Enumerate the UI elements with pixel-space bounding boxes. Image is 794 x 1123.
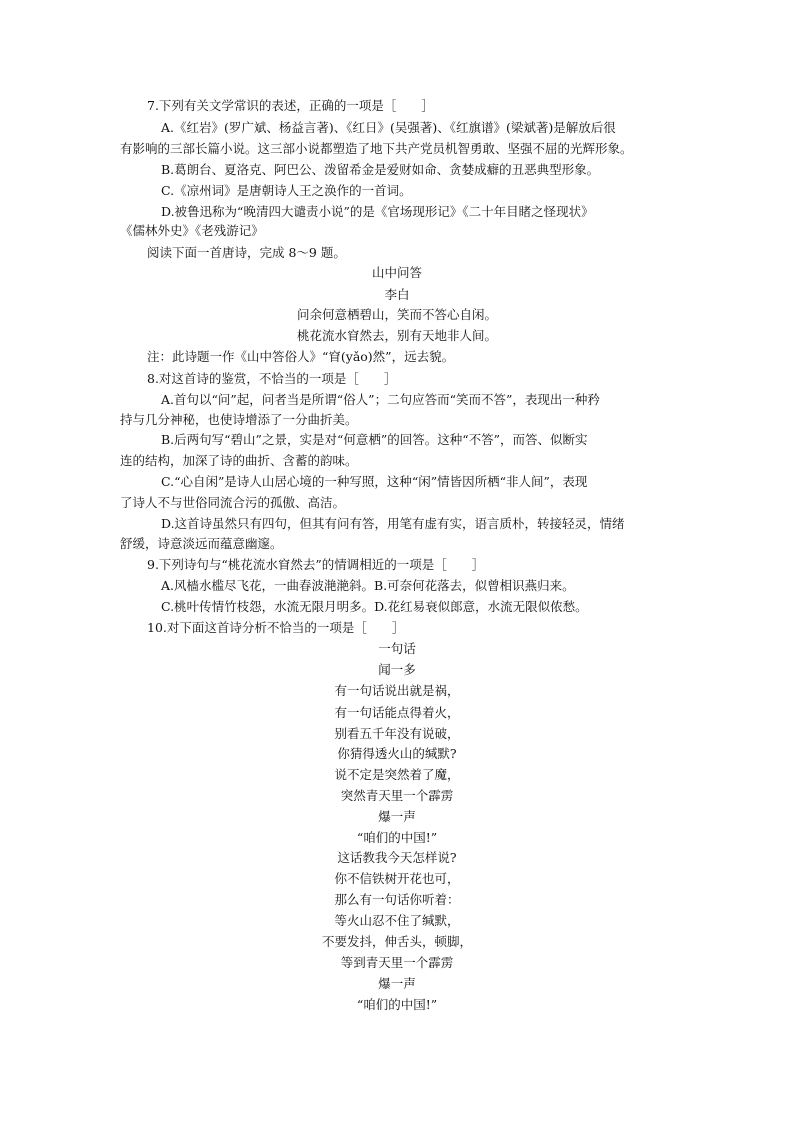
poem2-line: 说不定是突然着了魔，	[334, 767, 460, 782]
q8-option-a-cont: 持与几分神秘，也使诗增添了一分曲折美。	[120, 412, 358, 427]
poem2-line: 你不信铁树开花也可，	[334, 871, 460, 886]
poem2-line: 等到青天里一个霹雳	[340, 955, 454, 970]
poem2-line: 别看五千年没有说破，	[334, 726, 460, 741]
poem2-line: 突然青天里一个霹雳	[340, 788, 454, 803]
poem1-title: 山中问答	[371, 265, 422, 280]
q7-option-b: B.葛朗台、夏洛克、阿巴公、泼留希金是爱财如命、贪婪成癖的丑恶典型形象。	[161, 162, 600, 177]
poem2-line: 有一句话说出就是祸，	[334, 683, 460, 698]
q7-option-d: D.被鲁迅称为“晚清四大谴责小说”的是《官场现形记》《二十年目睹之怪现状》	[161, 204, 594, 219]
poem2-line: 等火山忍不住了缄默，	[334, 913, 460, 928]
poem2-line: 这话教我今天怎样说?	[337, 850, 457, 865]
q8-option-a: A.首句以“问”起，问者当是所谓“俗人”；二句应答而“笑而不答”，表现出一种矜	[161, 392, 600, 407]
q8-option-c: C.“心自闲”是诗人山居心境的一种写照，这种“闲”情皆因所栖“非人间”，表现	[161, 474, 588, 489]
poem2-line: “咱们的中国!”	[356, 997, 438, 1012]
poem1-note: 注：此诗题一作《山中答俗人》“窅(yǎo)然”，远去貌。	[147, 349, 455, 364]
q8-option-d-cont: 舒缓，诗意淡远而蕴意幽邃。	[120, 536, 283, 551]
poem2-line: 不要发抖，伸舌头，顿脚，	[321, 934, 472, 949]
q8-option-b-cont: 连的结构，加深了诗的曲折、含蓄的韵味。	[120, 453, 358, 468]
poem2-author: 闻一多	[378, 662, 416, 677]
q9-stem: 9.下列诗句与“桃花流水窅然去”的情调相近的一项是［ ］	[147, 557, 485, 572]
q9-options-cd: C.桃叶传情竹枝怨，水流无限月明多。D.花红易衰似郎意，水流无限似侬愁。	[161, 599, 588, 614]
poem1-line1: 问余何意栖碧山，笑而不答心自闲。	[296, 307, 497, 322]
reading-intro: 阅读下面一首唐诗，完成 8～9 题。	[147, 245, 346, 260]
q7-option-d-cont: 《儒林外史》《老残游记》	[120, 223, 264, 238]
poem1-line2: 桃花流水窅然去，别有天地非人间。	[296, 328, 497, 343]
poem2-line: “咱们的中国!”	[356, 830, 438, 845]
poem2-title: 一句话	[378, 641, 416, 656]
poem2-line: 那么有一句话你听着：	[334, 892, 460, 907]
q8-option-b: B.后两句写“碧山”之景，实是对“何意栖”的回答。这种“不答”，而答、似断实	[161, 432, 588, 447]
poem2-line: 爆一声	[378, 976, 416, 991]
q7-stem: 7.下列有关文学常识的表述，正确的一项是［ ］	[147, 98, 434, 113]
poem2-line: 有一句话能点得着火，	[334, 705, 460, 720]
q7-option-a-cont: 有影响的三部长篇小说。这三部小说都塑造了地下共产党员机智勇敢、坚强不屈的光辉形象。	[120, 141, 633, 156]
q8-stem: 8.对这首诗的鉴赏，不恰当的一项是［ ］	[147, 371, 397, 386]
q10-stem: 10.对下面这首诗分析不恰当的一项是［ ］	[147, 620, 405, 635]
poem2-line: 爆一声	[378, 809, 416, 824]
q7-option-a: A.《红岩》(罗广斌、杨益言著)、《红日》(吴强著)、《红旗谱》(梁斌著)是解放后很	[161, 120, 616, 135]
poem1-author: 李白	[384, 287, 410, 302]
q8-option-c-cont: 了诗人不与世俗同流合污的孤傲、高洁。	[120, 495, 346, 510]
q9-options-ab: A.风樯水槛尽飞花，一曲春波滟滟斜。B.可奈何花落去，似曾相识燕归来。	[161, 578, 575, 593]
q8-option-d: D.这首诗虽然只有四句，但其有问有答，用笔有虚有实，语言质朴，转接轻灵，情绪	[161, 516, 625, 531]
q7-option-c: C.《凉州词》是唐朝诗人王之涣作的一首词。	[161, 183, 412, 198]
poem2-line: 你猜得透火山的缄默?	[337, 746, 457, 761]
